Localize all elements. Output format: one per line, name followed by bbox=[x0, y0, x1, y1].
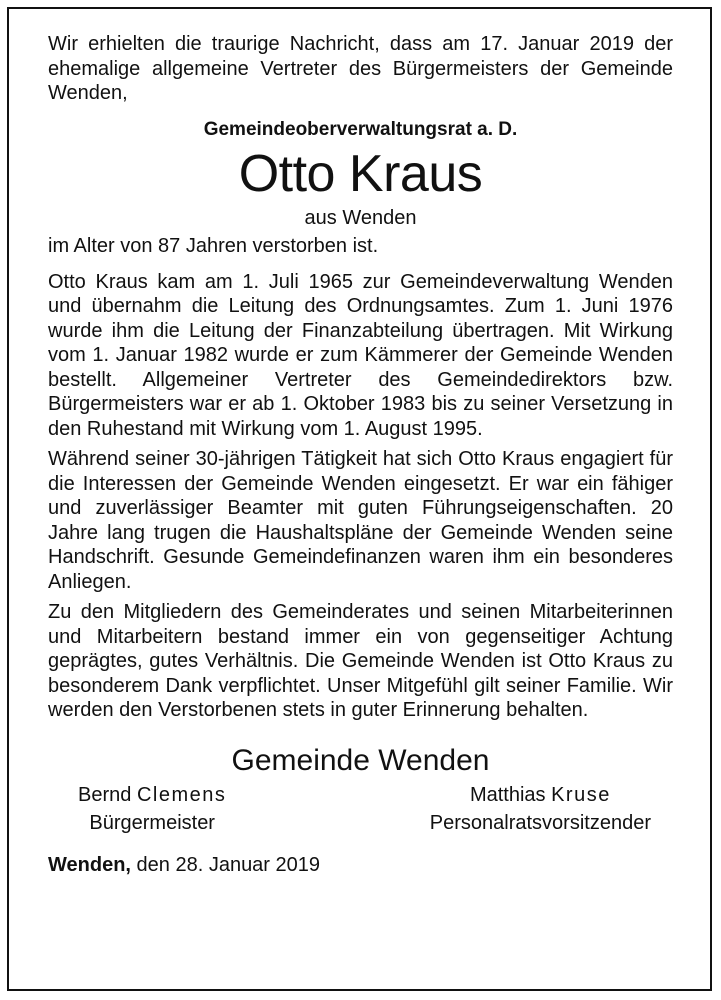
obituary-notice bbox=[48, 32, 673, 877]
deceased-name: Otto Kraus bbox=[238, 144, 483, 203]
dateline-date: den 28. Januar 2019 bbox=[136, 853, 321, 876]
signatory-name: Matthias Kruse bbox=[469, 783, 611, 806]
age-line: im Alter von 87 Jahren verstorben ist. bbox=[48, 234, 379, 257]
intro-text: Wir erhielten die traurige Nachricht, dass am 17. Januar 2019 der ehemalige allgemeine Vertreter des Bürgermeisters der Gemeinde Wenden, bbox=[48, 33, 673, 104]
signatures bbox=[48, 781, 673, 837]
paragraph-tribute: Während seiner 30-jährigen Tätigkeit hat sich Otto Kraus engagiert für die Interessen der Gemeinde Wenden eingesetzt. Er war ein fähiger und zuverlässiger Beamter mit guten Führungseigenschaften. 20 Jahre lang trugen die Haushaltspläne der Gemeinde Wenden seine Handschrift. Gesunde Gemeindefinanzen waren ihm ein besonderes Anliegen. bbox=[48, 448, 673, 593]
body-text bbox=[48, 270, 673, 723]
paragraph-thanks: Zu den Mitgliedern des Gemeinderates und seinen Mitarbeiterinnen und Mitarbeitern bestand immer ein von gegenseitiger Achtung geprägtes, gutes Verhältnis. Die Gemeinde Wenden ist Otto Kraus zu besonderem Dank verpflichtet. Unser Mitgefühl gilt seiner Familie. Wir werden den Verstorbenen stets in guter Erinnerung behalten. bbox=[48, 601, 673, 721]
organization-name: Gemeinde Wenden bbox=[231, 743, 490, 777]
paragraph-career: Otto Kraus kam am 1. Juli 1965 zur Gemeindeverwaltung Wenden und übernahm die Leitung des Ordnungsamtes. Zum 1. Juni 1976 wurde ihm die Leitung der Finanzabteilung übertragen. Mit Wirkung vom 1. Januar 1982 wurde er zum Kämmerer der Gemeinde Wenden bestellt. Allgemeiner Vertreter des Gemeindedirektors bzw. Bürgermeisters war er ab 1. Oktober 1983 bis zu seiner Versetzung in den Ruhestand mit Wirkung vom 1. August 1995. bbox=[48, 270, 673, 440]
signatory-staff-council bbox=[430, 781, 651, 837]
signatory-role: Personalratsvorsitzender bbox=[429, 811, 651, 834]
signatory-name: Bernd Clemens bbox=[78, 783, 227, 806]
signatory-mayor bbox=[78, 781, 226, 837]
signatory-role: Bürgermeister bbox=[89, 811, 215, 834]
dateline bbox=[48, 853, 673, 877]
dateline-place: Wenden, bbox=[48, 853, 131, 876]
deceased-title: Gemeindeoberverwaltungsrat a. D. bbox=[203, 118, 518, 140]
deceased-origin: aus Wenden bbox=[304, 206, 417, 229]
